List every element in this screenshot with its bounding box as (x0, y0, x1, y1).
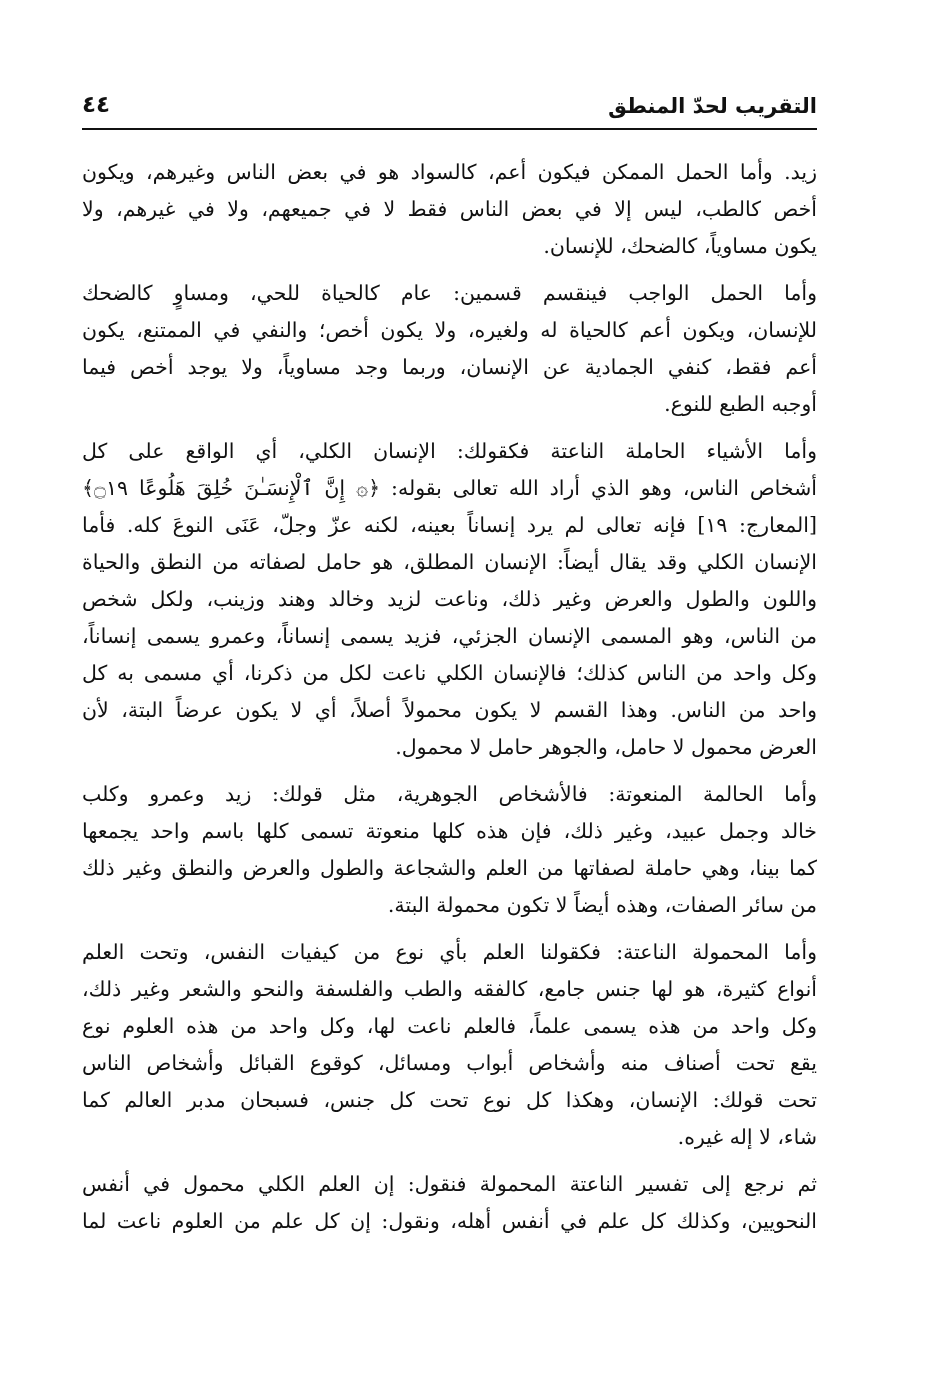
text-line: من سائر الصفات، وهذه أيضاً لا تكون محمولة البتة. (387, 893, 817, 917)
page-number: ٤٤ (82, 92, 111, 118)
paragraph-4 (82, 776, 817, 924)
paragraph-2 (82, 275, 817, 423)
text-line: العرض محمول لا حامل، والجوهر حامل لا محمول. (395, 735, 817, 759)
text-line: يكون مساوياً، كالضحك، للإنسان. (543, 234, 817, 258)
text-line: وأما المحمولة الناعتة: فكقولنا العلم بأي نوع من كيفيات النفس، وتحت العلم (82, 940, 817, 964)
paragraph-6 (82, 1166, 817, 1240)
text-line: زيد. وأما الحمل الممكن فيكون أعم، كالسواد هو في بعض الناس وغيرهم، ويكون (82, 160, 817, 184)
text-line: وكل واحد من هذه يسمى علماً، فالعلم ناعت لها، وكل واحد من هذه العلوم نوع (82, 1014, 817, 1038)
paragraph-1 (82, 154, 817, 265)
text-line: أنواع كثيرة، هو لها جنس جامع، كالفقه والطب والفلسفة والنحو والشعر وغير ذلك، (82, 977, 817, 1001)
text-line: خالد وجمل عبيد، وغير ذلك، فإن هذه كلها منعوتة تسمى كلها باسم واحد يجمعها (82, 819, 817, 843)
text-line: وأما الحالمة المنعوتة: فالأشخاص الجوهرية، مثل قولك: زيد وعمرو وكلب (82, 782, 817, 806)
paragraph-3 (82, 433, 817, 766)
text-line: شاء، لا إله غيره. (677, 1125, 817, 1149)
text-line: وكل واحد من الناس كذلك؛ فالإنسان الكلي ناعت لكل من ذكرنا، أي مسمى به كل (82, 661, 817, 685)
paragraph-5 (82, 934, 817, 1156)
text-line: وأما الحمل الواجب فينقسم قسمين: عام كالحياة للحي، ومساوٍ كالضحك (82, 281, 817, 305)
quran-verse-line: أشخاص الناس، وهو الذي أراد الله تعالى بقوله: ﴿۞ إِنَّ ٱلْإِنسَـٰنَ خُلِقَ هَلُوعًا ۝١٩﴾ (82, 476, 817, 500)
page-header (82, 88, 817, 130)
page-body (82, 154, 817, 1250)
text-line: أعم فقط، كنفي الجمادية عن الإنسان، وربما وجد مساوياً، ولا يوجد أخص فيما (82, 355, 817, 379)
text-line: أوجبه الطبع للنوع. (664, 392, 817, 416)
text-line: واللون والطول والعرض وغير ذلك، وناعت لزيد وخالد وهند وزينب، ولكل شخص (82, 587, 817, 611)
text-line: تحت قولك: الإنسان، وهكذا كل نوع تحت كل جنس، فسبحان مدبر العالم كما (82, 1088, 817, 1112)
text-line: النحويين، وكذلك كل علم في أنفس أهله، ونقول: إن كل علم من العلوم ناعت لما (82, 1209, 817, 1233)
text-line: أخص كالطب، ليس إلا في بعض الناس فقط لا في جميعهم، ولا في غيرهم، ولا (82, 197, 817, 221)
text-line: وأما الأشياء الحاملة الناعتة فكقولك: الإنسان الكلي، أي الواقع على كل (82, 439, 817, 463)
text-line: كما بينا، وهي حاملة لصفاتها من العلم والشجاعة والطول والعرض والنطق وغير ذلك (82, 856, 817, 880)
book-title: التقريب لحدّ المنطق (608, 94, 817, 118)
text-line: للإنسان، ويكون أعم كالحياة له ولغيره، ولا يكون أخص؛ والنفي في الممتنع، يكون (82, 318, 817, 342)
text-line: [المعارج: ١٩] فإنه تعالى لم يرد إنساناً بعينه، لكنه عزّ وجلّ، عَنَى النوعَ كله. فأما (82, 513, 818, 537)
text-line: ثم نرجع إلى تفسير الناعتة المحمولة فنقول: إن العلم الكلي محمول في أنفس (82, 1172, 817, 1196)
text-line: من الناس، وهو المسمى الإنسان الجزئي، فزيد يسمى إنساناً، وعمرو يسمى إنساناً، (82, 624, 817, 648)
text-line: واحد من الناس. وهذا القسم لا يكون محمولاً أصلاً، أي لا يكون عرضاً البتة، لأن (82, 698, 817, 722)
text-line: يقع تحت أصناف منه وأشخاص أبواب ومسائل، كوقوع القبائل وأشخاص الناس (82, 1051, 817, 1075)
text-line: الإنسان الكلي وقد يقال أيضاً: الإنسان المطلق، هو حامل لصفاته من النطق والحياة (82, 550, 817, 574)
